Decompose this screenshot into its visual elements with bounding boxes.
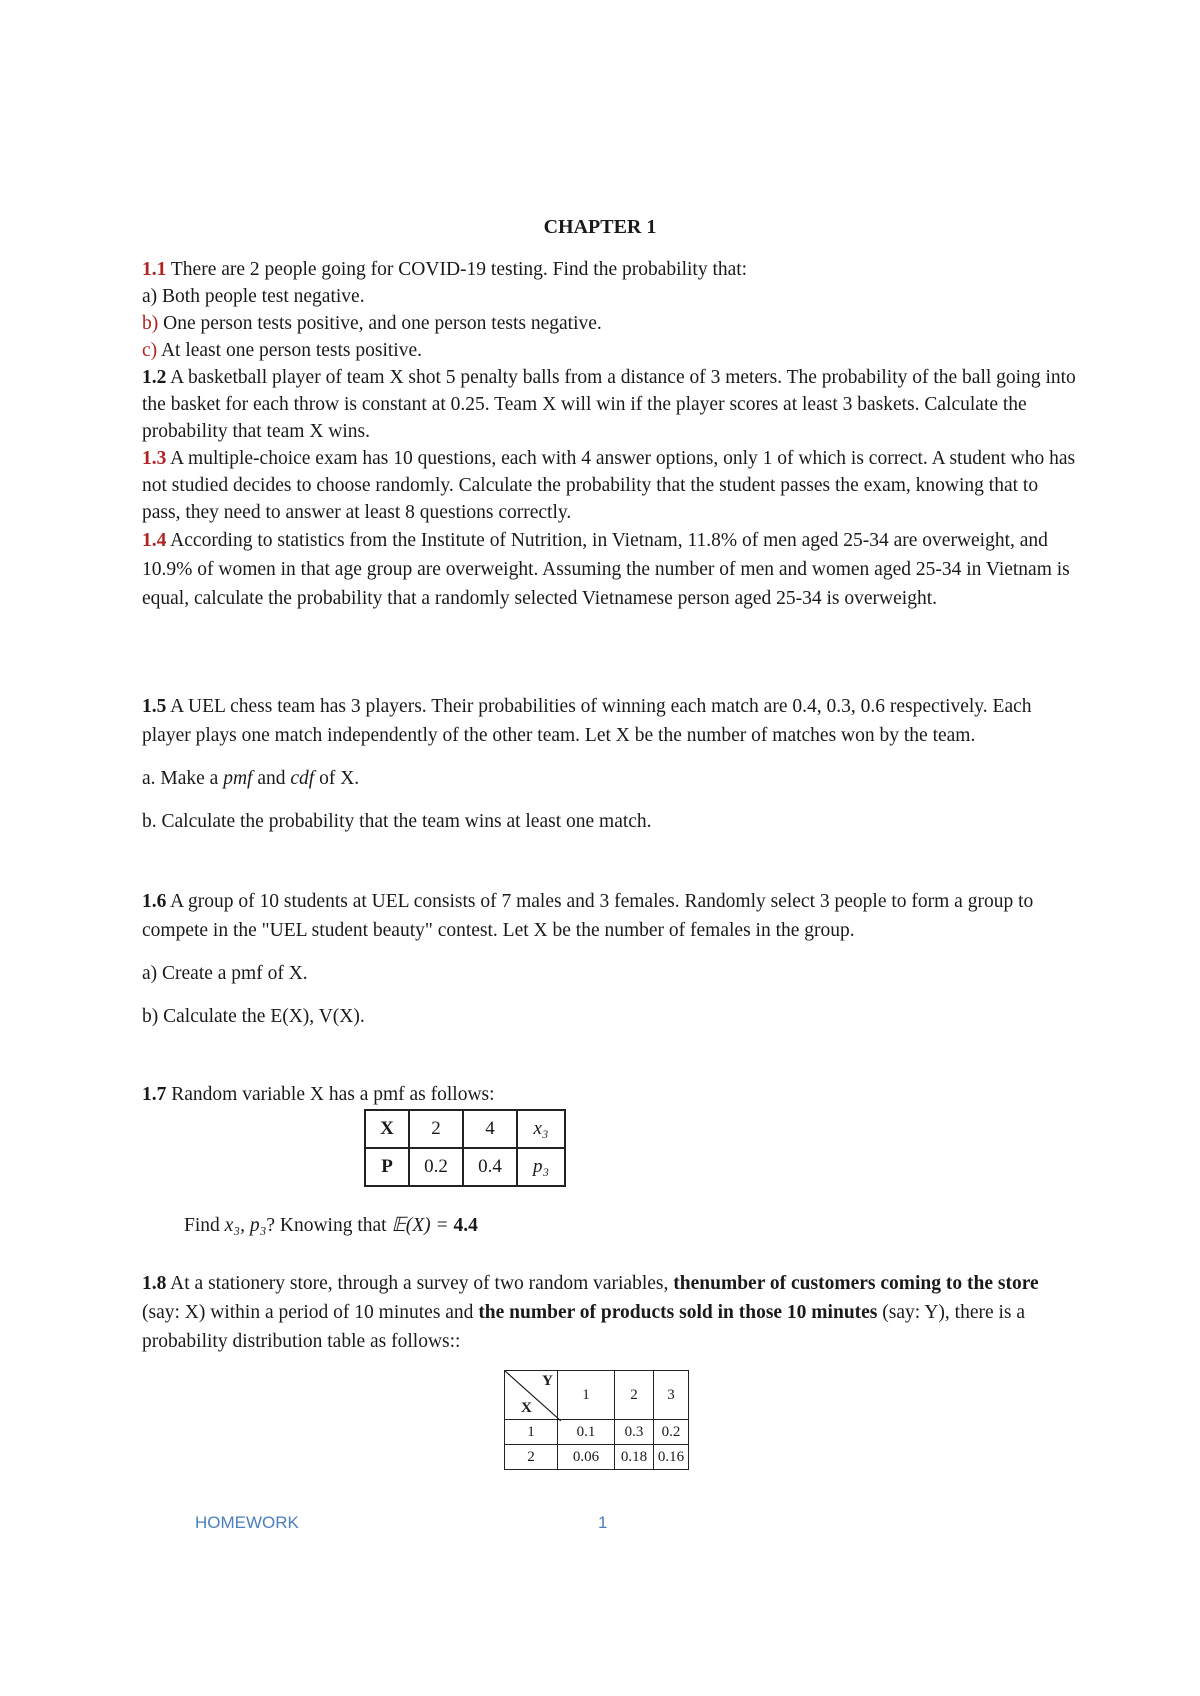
bold-text: thenumber of customers coming to the store (673, 1273, 1039, 1294)
table-cell: x₃ (517, 1110, 565, 1148)
question-1-6 (142, 887, 1077, 1031)
question-number: 1.1 (142, 259, 167, 280)
option-text: Both people test negative. (157, 286, 365, 307)
question-text: A basketball player of team X shot 5 penalty balls from a distance of 3 meters. The probability of the ball going into the basket for each throw is constant at 0.25. Team X will win if the player scores at least 3 baskets. Calculate the probability that team X wins. (142, 367, 1076, 442)
expectation-value: 4.4 (453, 1215, 478, 1236)
question-number: 1.7 (142, 1084, 167, 1105)
table-cell: p₃ (517, 1148, 565, 1186)
option-text: a) Create a pmf of X. (142, 963, 308, 984)
cdf-term: cdf (290, 768, 315, 789)
find-statement (184, 1213, 478, 1237)
question-number: 1.2 (142, 367, 167, 388)
question-number: 1.8 (142, 1273, 167, 1294)
joint-distribution-table (504, 1370, 689, 1470)
question-text: A multiple-choice exam has 10 questions, each with 4 answer options, only 1 of which is correct. A student who has not studied decides to choose randomly. Calculate the probability that the student passes the exam, knowing that to pass, they need to answer at least 8 questions correctly. (142, 448, 1076, 523)
question-text: A UEL chess team has 3 players. Their probabilities of winning each match are 0.4, 0.3, 0.6 respectively. Each player plays one match independently of the other team. Let X be the number of matches won by the team. (142, 696, 1032, 746)
table-cell: X (365, 1110, 409, 1148)
question-number: 1.3 (142, 448, 167, 469)
footer-label: HOMEWORK (195, 1513, 299, 1532)
table-row (365, 1110, 565, 1148)
table-cell: 0.06 (558, 1445, 615, 1470)
expectation-expression: 𝔼(X) = (391, 1215, 454, 1236)
question-1-1 (142, 256, 1077, 613)
table-cell: 0.2 (409, 1148, 463, 1186)
question-text: According to statistics from the Institute of Nutrition, in Vietnam, 11.8% of men aged 25-34 are overweight, and 10.9% of women in that age group are overweight. Assuming the number of men and women aged 25-34 in Vietnam is equal, calculate the probability that a randomly selected Vietnamese person aged 25-34 is overweight. (142, 530, 1070, 609)
question-text: There are 2 people going for COVID-19 testing. Find the probability that: (166, 259, 748, 280)
table-cell: 4 (463, 1110, 517, 1148)
option-text: b) Calculate the E(X), V(X). (142, 1006, 365, 1027)
column-header: 2 (615, 1371, 654, 1420)
table-cell: 0.18 (615, 1445, 654, 1470)
table-header-row (505, 1371, 689, 1420)
table-cell: 2 (409, 1110, 463, 1148)
table-row (505, 1445, 689, 1470)
question-text: At a stationery store, through a survey of two random variables, (166, 1273, 674, 1294)
column-header: 3 (654, 1371, 689, 1420)
question-number: 1.6 (142, 891, 167, 912)
find-vars: x₃, p₃ (224, 1215, 267, 1236)
option-label: a) (142, 286, 158, 307)
table-row (505, 1420, 689, 1445)
pmf-term: pmf (223, 768, 253, 789)
question-number: 1.5 (142, 696, 167, 717)
table-corner-cell (505, 1371, 558, 1420)
chapter-title: CHAPTER 1 (543, 216, 657, 238)
row-header: 2 (505, 1445, 558, 1470)
table-cell: 0.1 (558, 1420, 615, 1445)
find-text: ? Knowing that (266, 1215, 392, 1236)
corner-label-y: Y (542, 1373, 553, 1389)
option-text: of X. (314, 768, 360, 789)
table-cell: 0.4 (463, 1148, 517, 1186)
corner-label-x: X (521, 1400, 532, 1416)
option-label: c) (142, 340, 158, 361)
question-text: (say: X) within a period of 10 minutes and (142, 1302, 479, 1323)
table-cell: 0.16 (654, 1445, 689, 1470)
option-text: b. Calculate the probability that the team wins at least one match. (142, 811, 652, 832)
option-text: a. Make a (142, 768, 224, 789)
question-1-7 (142, 1081, 1077, 1108)
table-cell: 0.3 (615, 1420, 654, 1445)
table-row (365, 1148, 565, 1186)
page-number: 1 (598, 1513, 608, 1532)
table-cell: 0.2 (654, 1420, 689, 1445)
question-1-5 (142, 692, 1077, 836)
option-label: b) (142, 313, 159, 334)
question-text: Random variable X has a pmf as follows: (166, 1084, 495, 1105)
row-header: 1 (505, 1420, 558, 1445)
option-text: and (252, 768, 291, 789)
pmf-table (364, 1109, 566, 1187)
question-1-8 (142, 1269, 1077, 1356)
find-text: Find (184, 1215, 225, 1236)
question-text: (say: Y), there is a probability distribution table as follows:: (142, 1302, 1026, 1352)
option-text: One person tests positive, and one person tests negative. (158, 313, 602, 334)
option-text: At least one person tests positive. (157, 340, 422, 361)
table-cell: P (365, 1148, 409, 1186)
question-number: 1.4 (142, 530, 167, 551)
column-header: 1 (558, 1371, 615, 1420)
bold-text: the number of products sold in those 10 minutes (478, 1302, 878, 1323)
question-text: A group of 10 students at UEL consists of 7 males and 3 females. Randomly select 3 people to form a group to compete in the "UEL student beauty" contest. Let X be the number of females in the group. (142, 891, 1034, 941)
